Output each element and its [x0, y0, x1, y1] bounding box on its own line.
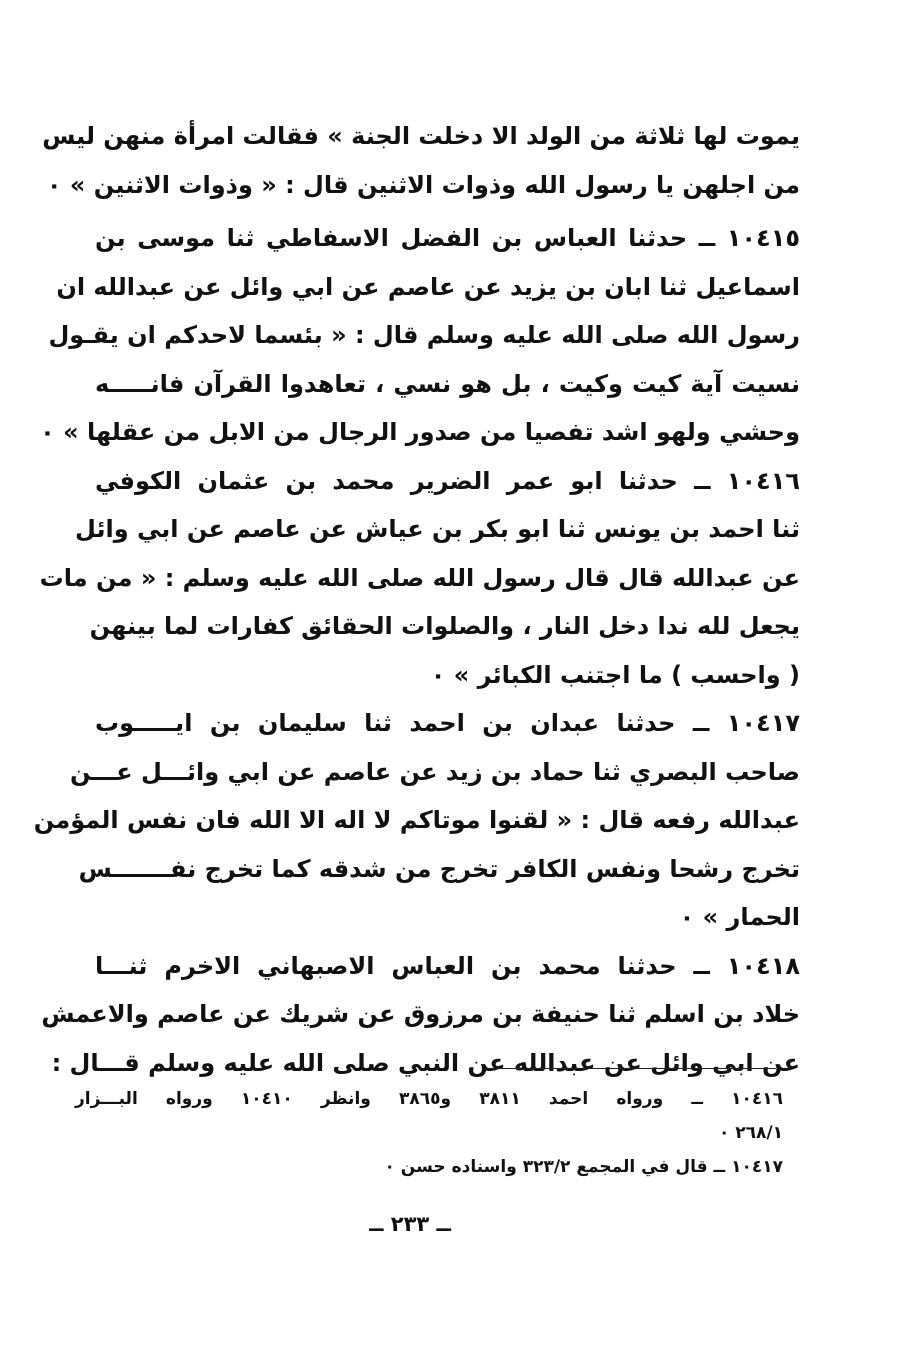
- text-line: يجعل لله ندا دخل النار ، والصلوات الحقائق كفارات لما بينهن: [89, 612, 800, 640]
- hadith-10417-line: ١٠٤١٧ ــ حدثنا عبدان بن احمد ثنا سليمان بن ايـــــوب: [95, 709, 800, 737]
- text-line: تخرج رشحا ونفس الكافر تخرج من شدقه كما تخرج نفـــــــس: [78, 854, 800, 883]
- hadith-10416-line: ١٠٤١٦ ــ حدثنا ابو عمر الضرير محمد بن عثمان الكوفي: [95, 466, 800, 495]
- text-line: يموت لها ثلاثة من الولد الا دخلت الجنة » فقالت امرأة منهن ليس: [42, 122, 800, 150]
- footnote-line: ٢٦٨/١ ٠: [718, 1123, 783, 1143]
- hadith-10418-line: ١٠٤١٨ ــ حدثنا محمد بن العباس الاصبهاني الاخرم ثنـــا: [95, 951, 800, 980]
- text-line: رسول الله صلى الله عليه وسلم قال : « بئسما لاحدكم ان يقـول: [48, 321, 800, 349]
- text-line: اسماعيل ثنا ابان بن يزيد عن عاصم عن ابي وائل عن عبدالله ان: [56, 272, 800, 301]
- text-line: عن عبدالله قال قال رسول الله صلى الله عليه وسلم : « من مات: [39, 563, 800, 592]
- page-number: ــ ٢٣٣ ــ: [369, 1212, 451, 1236]
- footnote-line: ١٠٤١٦ ــ ورواه احمد ٣٨١١ و٣٨٦٥ وانظر ١٠٤١٠ ورواه البـــزار: [75, 1089, 783, 1109]
- text-line: نسيت آية كيت وكيت ، بل هو نسي ، تعاهدوا القرآن فانـــــه: [95, 369, 800, 398]
- text-line: وحشي ولهو اشد تفصيا من صدور الرجال من الابل من عقلها » ٠: [40, 418, 800, 446]
- main-text: [33, 112, 800, 1087]
- text-line: عبدالله رفعه قال : « لقنوا موتاكم لا اله الا الله فان نفس المؤمن: [33, 806, 800, 834]
- text-line: الحمار » ٠: [679, 903, 800, 931]
- text-line: خلاد بن اسلم ثنا حنيفة بن مرزوق عن شريك عن عاصم والاعمش: [41, 1000, 800, 1028]
- text-line: من اجلهن يا رسول الله وذوات الاثنين قال : « وذوات الاثنين » ٠: [46, 170, 800, 199]
- footnote-divider: [484, 1068, 776, 1069]
- text-line: عن ابي وائل عن عبدالله عن النبي صلى الله عليه وسلم قـــال :: [51, 1048, 800, 1077]
- text-line: ( واحسب ) ما اجتنب الكبائر » ٠: [430, 660, 800, 689]
- hadith-10415-line: ١٠٤١٥ ــ حدثنا العباس بن الفضل الاسفاطي ثنا موسى بن: [95, 224, 800, 252]
- text-line: ثنا احمد بن يونس ثنا ابو بكر بن عياش عن عاصم عن ابي وائل: [75, 515, 800, 543]
- footnotes: [75, 1082, 783, 1184]
- footnote-line: ١٠٤١٧ ــ قال في المجمع ٣٢٣/٢ واسناده حسن ٠: [384, 1157, 783, 1177]
- text-line: صاحب البصري ثنا حماد بن زيد عن عاصم عن ابي وائـــل عـــن: [70, 757, 800, 786]
